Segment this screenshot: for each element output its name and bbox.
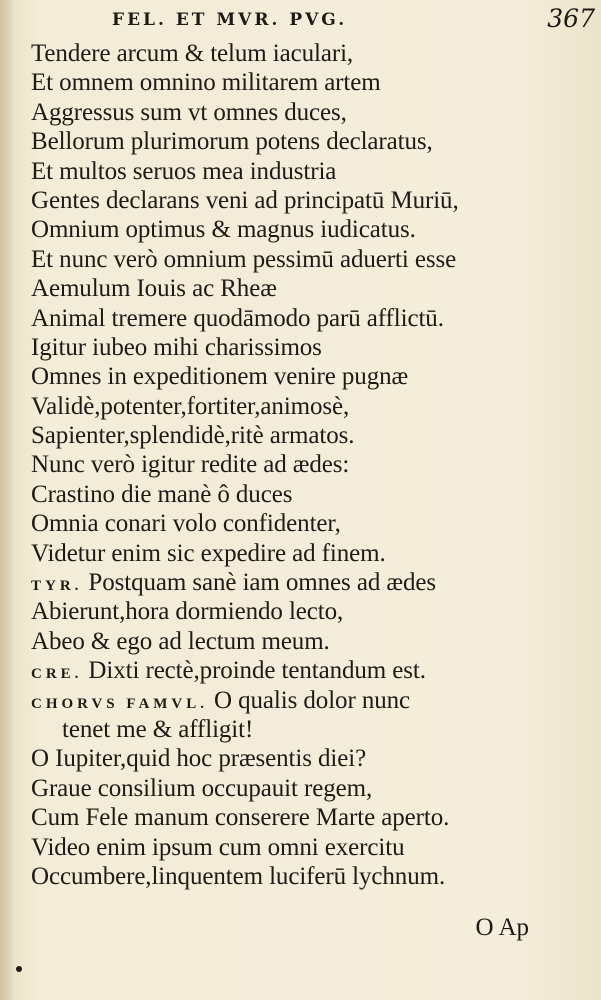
line-text: Validè,potenter,fortiter,animosè, <box>31 392 350 420</box>
text-line <box>31 656 551 685</box>
speaker-label: CHORVS FAMVL. <box>31 695 209 712</box>
line-text: Aemulum Iouis ac Rheæ <box>31 275 277 303</box>
text-line <box>31 744 551 773</box>
page-header <box>112 4 595 38</box>
text-line <box>31 215 551 244</box>
line-text: Cum Fele manum conserere Marte aperto. <box>31 804 450 832</box>
text-line <box>31 39 551 68</box>
text-line <box>31 627 551 656</box>
line-text: Video enim ipsum cum omni exercitu <box>31 833 405 861</box>
line-text: Occumbere,linquentem luciferū lychnum. <box>31 862 446 890</box>
text-line <box>31 480 551 509</box>
line-text: O Iupiter,quid hoc præsentis diei? <box>31 745 367 773</box>
page-gutter <box>0 0 14 1000</box>
text-line <box>31 392 551 421</box>
text-line <box>31 450 551 479</box>
text-line <box>31 362 551 391</box>
text-block <box>31 39 551 891</box>
line-text: Et omnem omnino militarem artem <box>31 69 381 97</box>
line-text: Abierunt,hora dormiendo lecto, <box>31 598 344 626</box>
line-text: Omnia conari volo confidenter, <box>31 510 341 538</box>
text-line <box>31 715 551 744</box>
text-line <box>31 274 551 303</box>
text-line <box>31 421 551 450</box>
line-text: Crastino die manè ô duces <box>31 480 293 508</box>
line-text: Aggressus sum vt omnes duces, <box>31 98 347 126</box>
text-line <box>31 862 551 891</box>
text-line <box>31 68 551 97</box>
text-line <box>31 157 551 186</box>
text-line <box>31 98 551 127</box>
line-text: O qualis dolor nunc <box>214 686 411 714</box>
line-text: Dixti rectè,proinde tentandum est. <box>88 657 426 685</box>
text-line <box>31 774 551 803</box>
line-text: Et multos seruos mea industria <box>31 157 337 185</box>
line-text: Omnium optimus & magnus iudicatus. <box>31 216 416 244</box>
ink-mark <box>16 966 22 972</box>
catchword: O Ap <box>475 914 529 941</box>
text-line <box>31 568 551 597</box>
text-line <box>31 686 551 715</box>
text-line <box>31 304 551 333</box>
line-text: Sapienter,splendidè,ritè armatos. <box>31 422 355 450</box>
text-line <box>31 833 551 862</box>
line-text: Nunc verò igitur redite ad ædes: <box>31 451 350 479</box>
text-line <box>31 245 551 274</box>
text-line <box>31 597 551 626</box>
text-line <box>31 127 551 156</box>
line-text: Graue consilium occupauit regem, <box>31 774 373 802</box>
page-number: 367 <box>547 4 595 33</box>
line-text: Abeo & ego ad lectum meum. <box>31 627 330 655</box>
text-line <box>31 539 551 568</box>
text-line <box>31 509 551 538</box>
line-text: tenet me & affligit! <box>62 715 254 743</box>
speaker-label: CRE. <box>31 666 83 683</box>
line-text: Animal tremere quodāmodo parū afflictū. <box>31 304 444 332</box>
text-line <box>31 186 551 215</box>
line-text: Bellorum plurimorum potens declaratus, <box>31 128 433 156</box>
line-text: Postquam sanè iam omnes ad ædes <box>88 569 436 597</box>
text-line <box>31 333 551 362</box>
text-line <box>31 803 551 832</box>
line-text: Gentes declarans veni ad principatū Muriū, <box>31 186 459 214</box>
line-text: Omnes in expeditionem venire pugnæ <box>31 363 409 391</box>
line-text: Tendere arcum & telum iaculari, <box>31 40 354 67</box>
line-text: Et nunc verò omnium pessimū aduerti esse <box>31 245 457 273</box>
line-text: Videtur enim sic expedire ad finem. <box>31 539 386 567</box>
line-text: Igitur iubeo mihi charissimos <box>31 333 322 361</box>
running-head: FEL. ET MVR. PVG. <box>112 10 348 30</box>
speaker-label: TYR. <box>31 578 83 595</box>
